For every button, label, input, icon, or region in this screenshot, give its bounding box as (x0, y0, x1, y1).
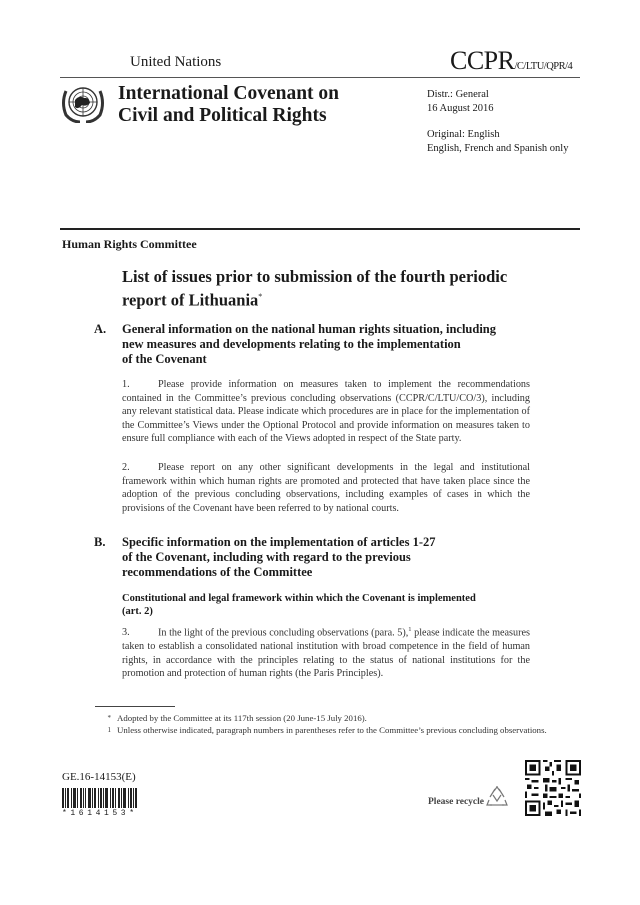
paragraph-text-before: In the light of the previous concluding observations (para. 5), (158, 627, 409, 639)
document-symbol (450, 46, 572, 76)
document-title (122, 267, 542, 311)
paragraph-2 (122, 461, 530, 515)
symbol-main: CCPR (450, 46, 515, 75)
section-a-heading-line1: General information on the national human rights situation, including (122, 322, 497, 336)
available-languages: English, French and Spanish only (427, 143, 569, 154)
distribution-block (427, 88, 494, 116)
footnote-1 (96, 724, 557, 736)
title-line1: List of issues prior to submission of the fourth periodic (122, 267, 508, 286)
section-a-heading-line3: of the Covenant (122, 352, 207, 366)
paragraph-1 (122, 378, 530, 446)
footnote-text: Adopted by the Committee at its 117th session (20 June-15 July 2016). (117, 713, 367, 723)
footnote-text: Unless otherwise indicated, paragraph numbers in parentheses refer to the Committee’s previous concluding observations. (117, 725, 547, 735)
covenant-title (118, 83, 339, 127)
subheading-constitutional-framework (122, 592, 532, 618)
paragraph-3 (122, 623, 530, 681)
symbol-suffix: /C/LTU/QPR/4 (514, 61, 573, 72)
footnote-mark: * (107, 714, 111, 722)
section-a-letter: A. (94, 322, 107, 336)
footnote-rule (95, 706, 175, 707)
subheading-line2: (art. 2) (122, 606, 153, 617)
un-emblem-icon (60, 83, 106, 123)
committee-name: Human Rights Committee (62, 237, 197, 251)
covenant-title-line2: Civil and Political Rights (118, 105, 327, 126)
committee-rule (60, 228, 580, 230)
subheading-line1: Constitutional and legal framework within which the Covenant is implemented (122, 593, 476, 604)
title-line2: report of Lithuania (122, 290, 259, 310)
paragraph-number: 1. (122, 379, 130, 390)
section-a-heading-line2: new measures and developments relating to the implementation (122, 337, 461, 351)
section-a-heading (122, 322, 542, 367)
footnote-mark: 1 (107, 726, 111, 734)
barcode-text: *1614153* (62, 809, 138, 818)
paragraph-text: Please report on any other significant developments in the legal and institutional framework within which human rights are promoted and protected that have taken place since the adoption of the previous concluding observations, including examples of cases in which the provisions of the Covenant have been referred to by national courts. (122, 462, 530, 514)
section-b-heading-line3: recommendations of the Committee (122, 565, 313, 579)
title-footnote-mark: * (258, 292, 263, 301)
covenant-title-line1: International Covenant on (118, 83, 340, 104)
paragraph-text: Please provide information on measures taken to implement the recommendations contained in the Committee’s previous concluding observations (CCPR/C/LTU/CO/3), including any relevant statistical data. Please indicate which procedures are in place for the implementation of the Committee’s Views under the Optional Protocol and provide information on measures taken to ensure full compliance with each of the Views adopted in respect of the State party. (122, 379, 530, 445)
original-language: Original: English (427, 129, 500, 140)
paragraph-text-after: please indicate the measures taken to establish a consolidated national institution with broad competence in the field of human rights, in accordance with the principles relating to the status of national institutions for the promotion and protection of human rights (the Paris Principles). (122, 627, 530, 680)
paragraph-number: 2. (122, 462, 130, 473)
section-b-heading (122, 535, 542, 580)
footnote-reference[interactable]: 1 (408, 626, 412, 633)
organization-name: United Nations (130, 54, 222, 70)
section-b-heading-line1: Specific information on the implementation of articles 1-27 (122, 535, 436, 549)
language-block (427, 128, 568, 156)
paragraph-number: 3. (122, 627, 130, 639)
job-number: GE.16-14153(E) (62, 771, 136, 783)
distribution: Distr.: General (427, 89, 489, 100)
section-b-letter: B. (94, 535, 106, 549)
section-b-heading-line2: of the Covenant, including with regard to the previous (122, 550, 411, 564)
recycle-label: Please recycle (428, 797, 484, 807)
recycle-icon (486, 786, 508, 808)
document-date: 16 August 2016 (427, 103, 494, 114)
header-rule (60, 77, 580, 78)
barcode-icon (62, 788, 154, 808)
footnote-star (96, 712, 536, 724)
qr-code-icon (525, 760, 581, 816)
